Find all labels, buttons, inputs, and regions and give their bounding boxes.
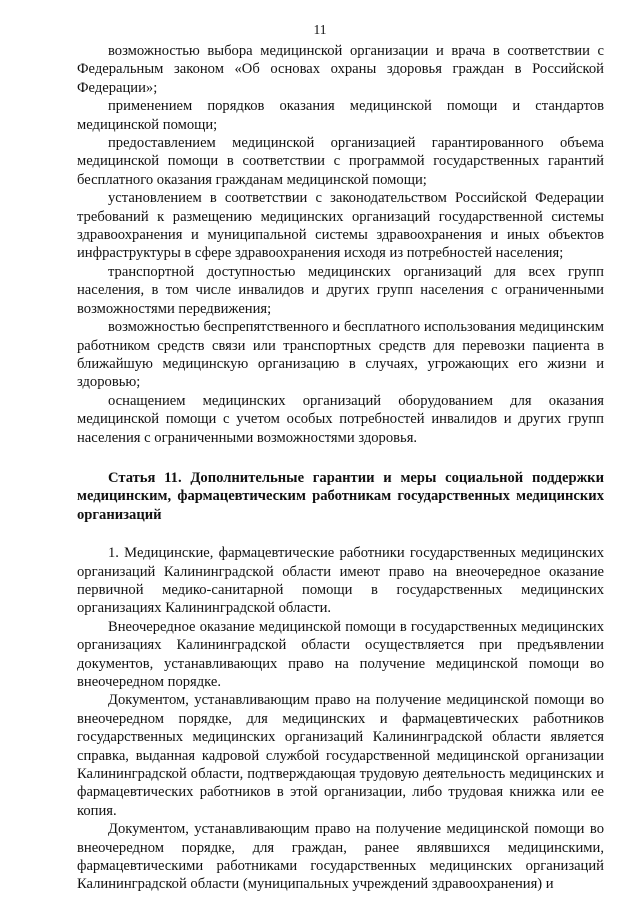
list-item: транспортной доступностью медицинских организаций для всех групп населения, в том числе инвалидов и других групп населения с ограниченными возможностями передвижения; (77, 263, 604, 317)
spacer (77, 447, 604, 469)
list-item: установлением в соответствии с законодательством Российской Федерации требований к размещению медицинских организаций государственной системы здравоохранения и муниципальной системы здравоохранения и иных объектов инфраструктуры в сфере здравоохранения исходя из потребностей населения; (77, 190, 604, 262)
page-number: 11 (313, 22, 327, 37)
spacer (77, 524, 604, 544)
article-paragraph: Документом, устанавливающим право на получение медицинской помощи во внеочередном порядке, для граждан, ранее являвшихся медицинскими, фармацевтическими работниками государственных медицинских организаций Калининградской области (муниципальных учреждений здравоохранения) и (77, 821, 604, 893)
article-paragraph: Документом, устанавливающим право на получение медицинской помощи во внеочередном порядке, для медицинских и фармацевтических работников государственных медицинских организаций Калининградской области является справка, выданная кадровой службой государственной медицинской организации Калининградской области, подтверждающая трудовую деятельность медицинских и фармацевтических работников в этой организации, либо трудовая книжка или ее копия. (77, 692, 604, 819)
list-item: оснащением медицинских организаций оборудованием для оказания медицинской помощи с учетом особых потребностей инвалидов и других групп населения с ограниченными возможностями здоровья. (77, 392, 604, 446)
list-item: предоставлением медицинской организацией гарантированного объема медицинской помощи в соответствии с программой государственных гарантий бесплатного оказания гражданам медицинской помощи; (77, 135, 604, 188)
article-heading: Статья 11. Дополнительные гарантии и меры социальной поддержки медицинским, фармацевтическим работникам государственных медицинских организаций (77, 469, 604, 523)
document-body (77, 42, 604, 894)
list-item: применением порядков оказания медицинской помощи и стандартов медицинской помощи; (77, 98, 604, 133)
list-item: возможностью выбора медицинской организации и врача в соответствии с Федеральным законом «Об основах охраны здоровья граждан в Российской Федерации»; (77, 43, 604, 96)
article-paragraph: Внеочередное оказание медицинской помощи в государственных медицинских организациях Калининградской области осуществляется при предъявлении документов, устанавливающих право на получение медицинской помощи во внеочередном порядке. (77, 618, 604, 690)
list-item: возможностью беспрепятственного и бесплатного использования медицинским работником средств связи или транспортных средств для перевозки пациента в ближайшую медицинскую организацию в случаях, угрожающих его жизни и здоровью; (77, 319, 604, 391)
article-paragraph: 1. Медицинские, фармацевтические работники государственных медицинских организаций Калининградской области имеют право на внеочередное оказание первичной медико-санитарной помощи в государственных медицинских организациях Калининградской области. (77, 545, 604, 617)
